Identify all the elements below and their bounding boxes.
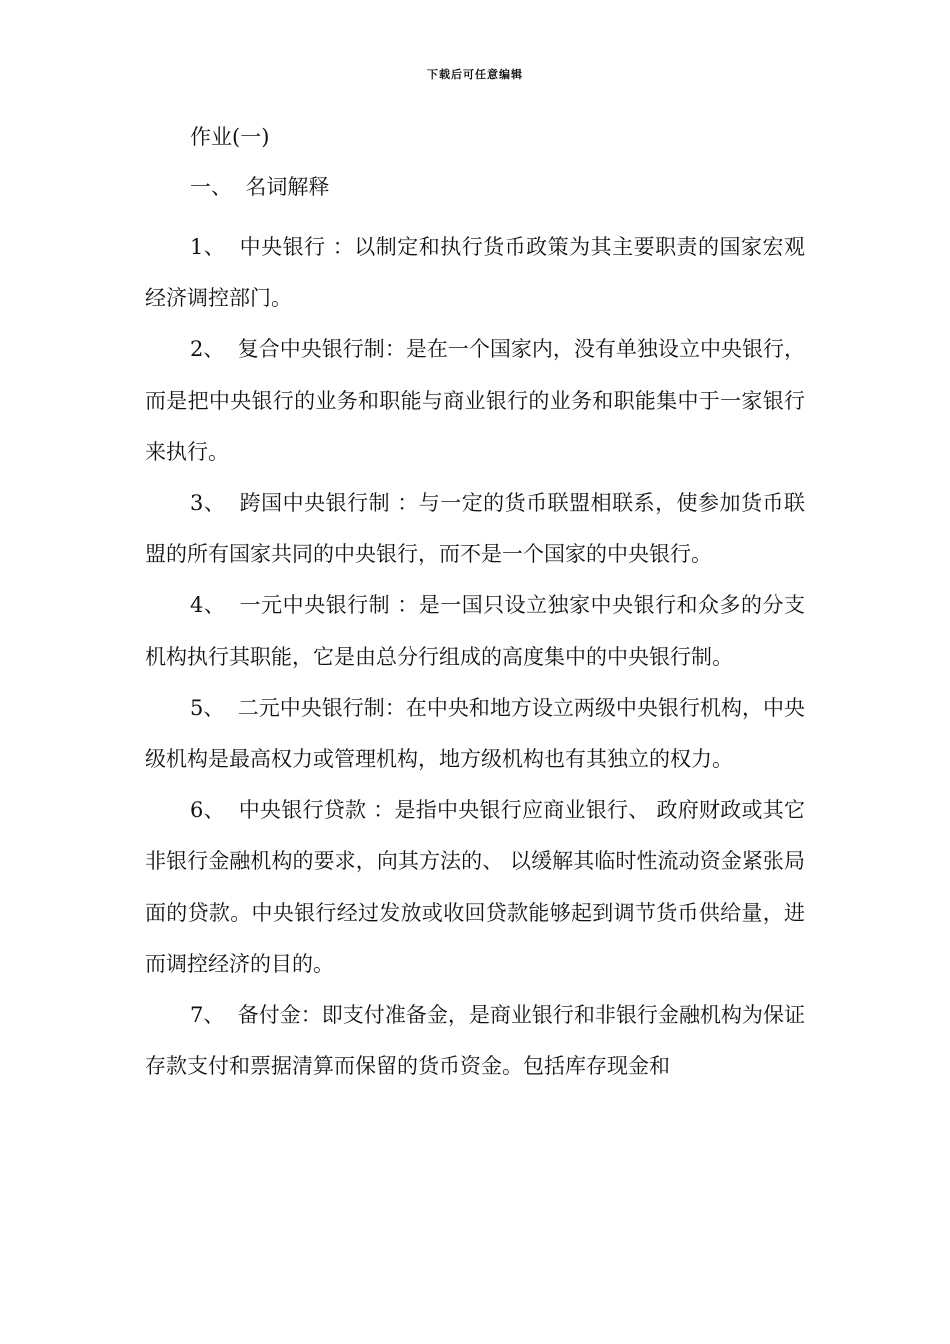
definition-paragraph: 7、 备付金：即支付准备金，是商业银行和非银行金融机构为保证存款支付和票据清算而保留的货币资金。包括库存现金和 bbox=[145, 1003, 805, 1079]
definition-paragraph: 2、 复合中央银行制：是在一个国家内，没有单独设立中央银行，而是把中央银行的业务和职能与商业银行的业务和职能集中于一家银行来执行。 bbox=[145, 337, 805, 464]
page-header: 下载后可任意编辑 bbox=[427, 68, 523, 81]
definition-paragraph: 5、 二元中央银行制：在中央和地方设立两级中央银行机构，中央级机构是最高权力或管理机构，地方级机构也有其独立的权力。 bbox=[145, 695, 805, 772]
definition-paragraph: 6、 中央银行贷款 ：是指中央银行应商业银行、 政府财政或其它非银行金融机构的要求，向其方法的、 以缓解其临时性流动资金紧张局面的贷款。中央银行经过发放或收回贷款能够起到调节货币供给量，进而调控经济的目的。 bbox=[145, 798, 805, 976]
definition-paragraph: 4、 一元中央银行制 ：是一国只设立独家中央银行和众多的分支机构执行其职能，它是由总分行组成的高度集中的中央银行制。 bbox=[145, 593, 805, 669]
document-body bbox=[145, 222, 805, 1092]
definition-paragraph: 3、 跨国中央银行制 ：与一定的货币联盟相联系，使参加货币联盟的所有国家共同的中央银行，而不是一个国家的中央银行。 bbox=[145, 491, 805, 567]
definition-paragraph: 1、 中央银行 ：以制定和执行货币政策为其主要职责的国家宏观经济调控部门。 bbox=[145, 235, 805, 311]
section-heading: 一、 名词解释 bbox=[190, 175, 330, 199]
document-title: 作业(一) bbox=[190, 125, 270, 149]
